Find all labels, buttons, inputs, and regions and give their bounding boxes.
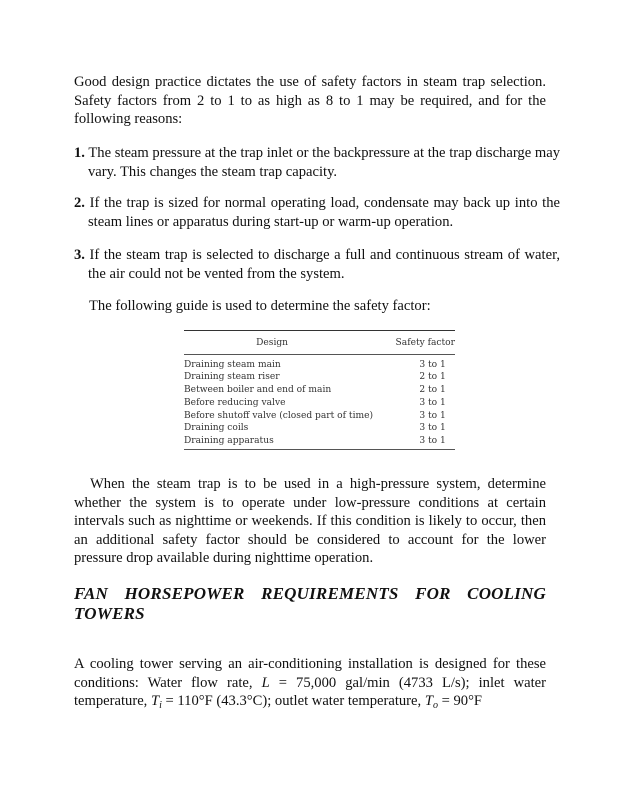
variable-l: L [261, 674, 270, 691]
guide-intro: The following guide is used to determine the safety factor: [89, 298, 431, 314]
high-pressure-paragraph: When the steam trap is to be used in a high-pressure system, determine whether the system is to operate under low-pressure conditions at certain intervals such as nighttime or weekends. If this condition is likely to occur, then an additional safety factor should be considered to account for the lower pressure drop available during nighttime operation. [74, 476, 546, 566]
intro-paragraph: Good design practice dictates the use of safety factors in steam trap selection. Safety factors from 2 to 1 to as high as 8 to 1 may be required, and for the following reasons: [74, 74, 546, 127]
reason-text: If the steam trap is selected to discharge a full and continuous stream of water, the air could not be vented from the system. [88, 247, 560, 282]
section-heading-line1: FAN HORSEPOWER REQUIREMENTS FOR COOLING [74, 584, 546, 603]
design-cell: Draining apparatus [184, 435, 390, 449]
section-heading [74, 584, 546, 624]
factor-cell: 2 to 1 [419, 372, 446, 383]
reason-item-3 [74, 246, 560, 283]
reason-number: 1. [74, 145, 85, 161]
table-row [184, 384, 455, 397]
table-row [184, 371, 455, 384]
cooling-text-part3: = 110°F (43.3°C); outlet water temperature, [161, 693, 425, 709]
reason-text: If the trap is sized for normal operating load, condensate may back up into the steam lines or apparatus during start-up or warm-up operation. [88, 195, 560, 230]
cooling-tower-paragraph [74, 655, 546, 716]
design-cell: Between boiler and end of main [184, 385, 332, 396]
safety-factor-table [184, 330, 455, 450]
cooling-text-part2: = 75,000 gal/min (4733 L/s); inlet water temperature, [74, 674, 547, 709]
reason-item-2 [74, 194, 560, 231]
subscript-i: i [159, 700, 162, 711]
table-row [184, 397, 455, 410]
design-cell: Draining steam riser [184, 372, 280, 383]
design-cell: Before reducing valve [184, 397, 286, 408]
reason-item-1 [74, 144, 560, 181]
design-cell: Before shutoff valve (closed part of time) [184, 410, 374, 421]
table-row [184, 422, 455, 435]
table-header-design: Design [184, 331, 390, 355]
factor-cell: 3 to 1 [390, 435, 455, 449]
reason-number: 3. [74, 247, 85, 263]
table-row [184, 410, 455, 423]
factor-cell: 3 to 1 [419, 423, 446, 434]
factor-cell: 2 to 1 [419, 385, 446, 396]
table-header-safety-factor: Safety factor [390, 331, 455, 355]
table-header-row [184, 331, 455, 355]
factor-cell: 3 to 1 [419, 359, 446, 370]
table-row [184, 435, 455, 449]
table-row [184, 354, 455, 371]
variable-t-outlet: T [424, 693, 433, 709]
design-cell: Draining coils [184, 423, 249, 434]
variable-t-inlet: T [150, 693, 160, 709]
factor-cell: 3 to 1 [419, 410, 446, 421]
reason-number: 2. [74, 195, 85, 211]
reason-text: The steam pressure at the trap inlet or the backpressure at the trap discharge may vary. This changes the steam trap capacity. [88, 145, 560, 180]
section-heading-line2: TOWERS [74, 604, 145, 623]
cooling-text-part1: A cooling tower serving an air-conditioning installation is designed for these conditions: Water flow rate, [74, 656, 546, 691]
factor-cell: 3 to 1 [419, 397, 446, 408]
cooling-text-part4: = 90°F [437, 693, 483, 709]
design-cell: Draining steam main [184, 359, 281, 370]
subscript-o: o [432, 700, 438, 711]
